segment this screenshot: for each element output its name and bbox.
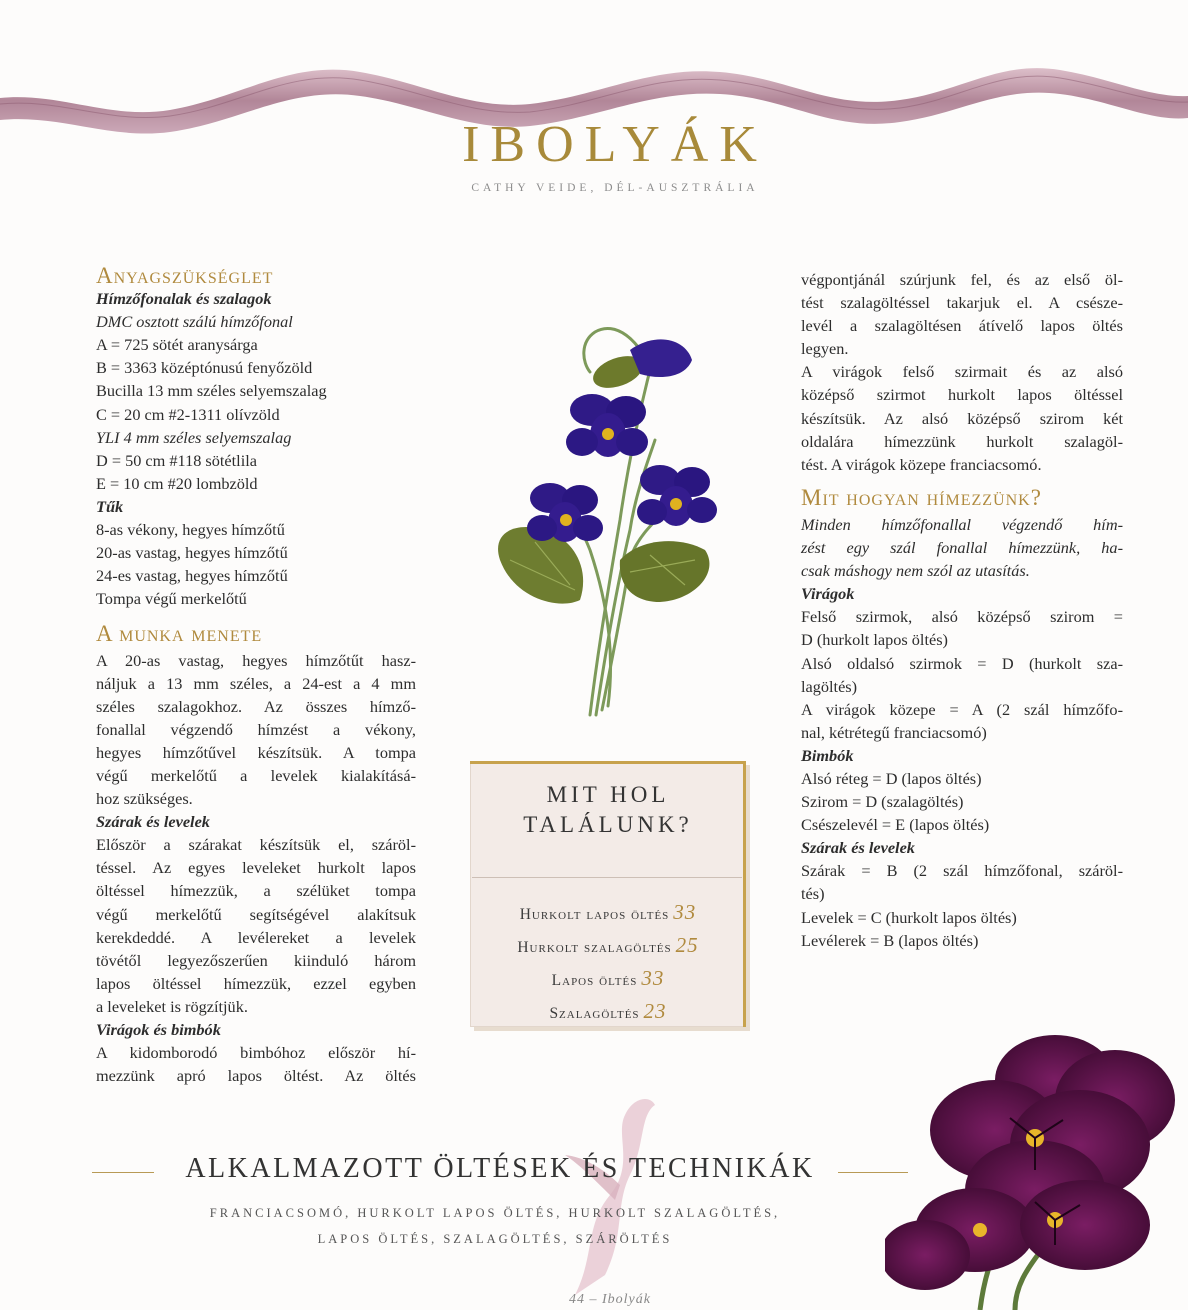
contents-item (470, 897, 746, 930)
text-line: YLI 4 mm széles selyemszalag (96, 427, 292, 447)
text-line: Bimbók (801, 745, 854, 765)
contents-item (470, 930, 746, 963)
contents-list (470, 897, 746, 1029)
continued-text (801, 268, 1123, 476)
techniques-heading: ALKALMAZOTT ÖLTÉSEK ÉS TECHNIKÁK (185, 1153, 815, 1184)
text-line: A virágok közepe = A (2 szál hímzőfo- (801, 699, 1123, 719)
pansy-photo (885, 1030, 1188, 1310)
text-line: Levélerek = B (lapos öltés) (801, 930, 979, 950)
text-line: A 20-as vastag, hegyes hímzőtűt hasz- (96, 650, 416, 670)
contents-item-page: 25 (675, 933, 699, 957)
materials-list (96, 287, 416, 610)
text-line: Szárak és levelek (801, 838, 915, 858)
text-line: E = 10 cm #20 lombzöld (96, 473, 258, 493)
box-title-line-2: TALÁLUNK? (523, 812, 693, 837)
text-line: D = 50 cm #118 sötétlila (96, 450, 257, 470)
techniques-line-1: FRANCIACSOMÓ, HURKOLT LAPOS ÖLTÉS, HURKOLT SZALAGÖLTÉS, (209, 1206, 781, 1220)
text-line: legyen. (801, 339, 849, 359)
text-line: D (hurkolt lapos öltés) (801, 630, 948, 650)
text-line: Felső szirmok, alsó középső szirom = (801, 607, 1123, 627)
text-line: Minden hímzőfonallal végzendő hím- (801, 514, 1123, 534)
pink-ribbon-decoration (555, 1085, 665, 1295)
contents-item-label: Hurkolt lapos öltés (519, 906, 670, 923)
text-line: Szárak és levelek (96, 812, 210, 832)
text-line: tést szalagöltéssel takarjuk el. A csésze- (801, 293, 1123, 313)
text-line: Csészelevél = E (lapos öltés) (801, 815, 990, 835)
text-line: Virágok és bimbók (96, 1020, 221, 1039)
text-line: végpontjánál szúrjunk fel, és az első öl- (801, 270, 1123, 289)
text-line: lapos öltéssel hímezzük, ezzel egyben (96, 973, 416, 993)
violet-blossom-top (566, 394, 648, 457)
text-line: lagöltés) (801, 676, 858, 696)
contents-item-label: Hurkolt szalagöltés (517, 939, 672, 956)
text-line: téssel. Az egyes leveleket hurkolt lapos (96, 858, 416, 878)
text-line: Bucilla 13 mm széles selyemszalag (96, 381, 327, 401)
text-line: levél a szalagöltésen átívelő lapos öltés (801, 316, 1123, 336)
text-line: Hímzőfonalak és szalagok (96, 289, 272, 309)
contents-item-label: Szalagöltés (549, 1005, 640, 1022)
text-line: széles szalagokhoz. Az összes hímző- (96, 696, 416, 716)
text-line: tés) (801, 884, 825, 904)
text-line: készítsük. Az alsó középső szirom két (801, 408, 1123, 428)
right-column (801, 268, 1123, 952)
contents-item-page: 23 (643, 999, 667, 1023)
process-text (96, 649, 416, 1088)
text-line: B = 3363 középtónusú fenyőzöld (96, 358, 313, 378)
process-heading: A munka menete (96, 621, 263, 647)
text-line: DMC osztott szálú hímzőfonal (96, 312, 293, 332)
text-line: náljuk a 13 mm széles, a 24-est a 4 mm (96, 673, 416, 693)
page-folio: 44 – Ibolyák (569, 1292, 651, 1307)
text-line: 20-as vastag, hegyes hímzőtű (96, 543, 288, 563)
text-line: Levelek = C (hurkolt lapos öltés) (801, 907, 1017, 927)
text-line: kerekdeddé. A levélereket a levelek (96, 927, 416, 947)
text-line: csak máshogy nem szól az utasítás. (801, 561, 1030, 581)
box-border-top (470, 761, 746, 764)
text-line: Virágok (801, 584, 855, 604)
text-line: Először a szárakat készítsük el, száröl- (96, 835, 416, 855)
techniques-rule-right (838, 1172, 908, 1173)
how-text (801, 513, 1123, 952)
box-divider (472, 877, 742, 878)
text-line: A = 725 sötét aranysárga (96, 335, 258, 355)
contents-item-page: 33 (641, 966, 665, 990)
contents-item-page: 33 (673, 900, 697, 924)
violet-blossom-right (637, 465, 717, 526)
text-line: tövétől legyezőszerűen kiinduló három (96, 950, 416, 970)
box-title-line-1: MIT HOL (546, 782, 670, 807)
text-line: Szirom = D (szalagöltés) (801, 792, 964, 812)
author-line: CATHY VEIDE, DÉL-AUSZTRÁLIA (471, 182, 759, 194)
techniques-rule-left (92, 1172, 154, 1173)
contents-box-title (470, 780, 746, 840)
text-line: mezzünk apró lapos öltést. Az öltés (96, 1066, 416, 1086)
contents-item-label: Lapos öltés (551, 972, 638, 989)
text-line: zést egy szál fonallal hímezzünk, ha- (801, 538, 1123, 558)
text-line: 8-as vékony, hegyes hímzőtű (96, 520, 285, 540)
text-line: C = 20 cm #2-1311 olívzöld (96, 404, 280, 424)
left-column (96, 264, 416, 1087)
text-line: középső szirmot hurkolt lapos öltéssel (801, 385, 1123, 405)
text-line: nal, kétrétegű franciacsomó) (801, 722, 987, 742)
materials-heading: Anyagszükséglet (96, 263, 274, 288)
text-line: tést. A virágok közepe franciacsomó. (801, 454, 1042, 474)
text-line: hoz szükséges. (96, 789, 193, 809)
text-line: Tűk (96, 496, 124, 516)
text-line: Alsó oldalsó szirmok = D (hurkolt sza- (801, 653, 1123, 673)
text-line: Alsó réteg = D (lapos öltés) (801, 768, 982, 788)
techniques-line-2: LAPOS ÖLTÉS, SZALAGÖLTÉS, SZÁRÖLTÉS (317, 1232, 673, 1246)
text-line: végű merkelőtű a levelek kialakításá- (96, 765, 416, 785)
text-line: Tompa végű merkelőtű (96, 589, 247, 609)
contents-item (470, 963, 746, 996)
text-line: öltéssel hímezzük, a szélüket tompa (96, 881, 416, 901)
violet-blossom-left (527, 483, 603, 542)
text-line: 24-es vastag, hegyes hímzőtű (96, 566, 288, 586)
contents-item (470, 996, 746, 1029)
text-line: A kidomborodó bimbóhoz először hí- (96, 1043, 416, 1063)
text-line: hegyes hímzőtűvel készítsük. A tompa (96, 742, 416, 762)
text-line: végű merkelőtű segítségével alakítsuk (96, 904, 416, 924)
how-heading: Mit hogyan hímezzünk? (801, 484, 1042, 510)
text-line: oldalára hímezzünk hurkolt szalagöl- (801, 431, 1123, 451)
violet-embroidery-image (480, 310, 750, 730)
text-line: A virágok felső szirmait és az alsó (801, 362, 1123, 382)
page-title: IBOLYÁK (462, 116, 768, 173)
text-line: a leveleket is rögzítjük. (96, 996, 248, 1016)
text-line: Szárak = B (2 szál hímzőfonal, száröl- (801, 861, 1123, 881)
text-line: fonallal végzendő hímzést a vékony, (96, 719, 416, 739)
